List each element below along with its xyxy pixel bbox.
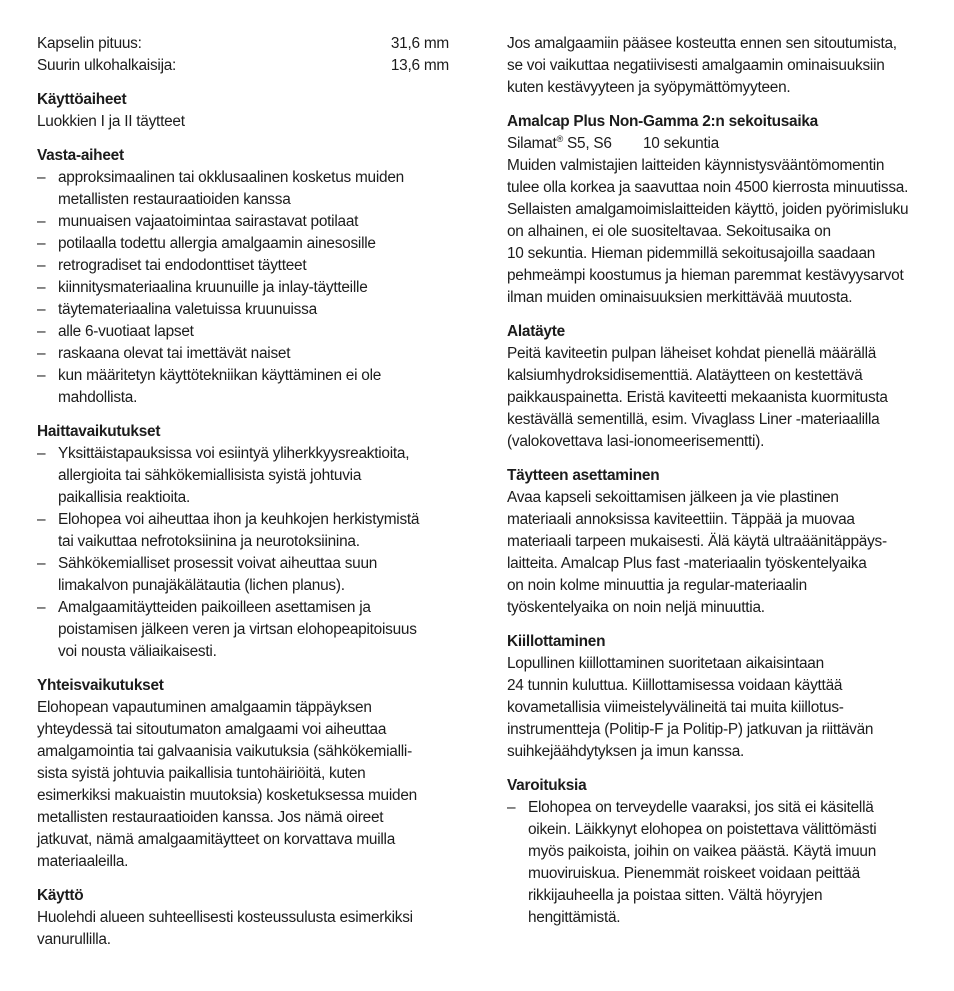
warnings-section bbox=[507, 775, 923, 929]
liner-section: Alatäyte Peitä kaviteetin pulpan läheiset kohdat pienellä määrällä kalsiumhydroksidisementtiä. Alatäytteen on kestettävä paikkauspainetta. Eristä kaviteetti mekaanista kuormitusta kestävällä sementillä, esim. Vivaglass Liner -materiaalilla (valokovettava lasi-ionomeerisementti). bbox=[507, 321, 923, 453]
left-column bbox=[37, 33, 449, 963]
list-item: – Elohopea voi aiheuttaa ihon ja keuhkojen herkistymistä tai vaikuttaa nefrotoksiinina ja neurotoksiinina. bbox=[37, 509, 449, 553]
section-heading: Kiillottaminen bbox=[507, 633, 606, 650]
section-heading: Täytteen asettaminen bbox=[507, 467, 660, 484]
moisture-note: Jos amalgaamiin pääsee kosteutta ennen sen sitoutumista, se voi vaikuttaa negatiivisesti amalgaamin ominaisuuksiin kuten kestävyyteen ja syöpymättömyyteen. bbox=[507, 35, 897, 96]
mixing-section: Amalcap Plus Non-Gamma 2:n sekoitusaika Silamat® S5, S6 10 sekuntia Muiden valmistajien laitteiden käynnistysvääntömomentin tulee olla korkea ja saavuttaa noin 4500 kierrosta minuutissa. Sellaisten amalgamoimislaitteiden käyttö, joiden pyörimisluku on alhainen, ei ole suositeltavaa. Sekoitusaika on 10 sekuntia. Hieman pidemmillä sekoitusajoilla saadaan pehmeämpi koostumus ja hieman paremmat kestävyysarvot ilman muiden ominaisuuksien merkittävää muutosta. bbox=[507, 111, 923, 309]
side-effects-section bbox=[37, 421, 449, 663]
list-item: – potilaalla todettu allergia amalgaamin ainesosille bbox=[37, 233, 449, 255]
device-models: S5, S6 bbox=[562, 135, 612, 152]
section-heading: Käyttö bbox=[37, 887, 84, 904]
placement-section: Täytteen asettaminen Avaa kapseli sekoittamisen jälkeen ja vie plastinen materiaali annoksissa kaviteettiin. Täppää ja muovaa materiaali tarpeen mukaisesti. Älä käytä ultraäänitäppäys- laitteita. Amalcap Plus fast -materiaalin työskentelyaika on noin kolme minuuttia ja regular-materiaalin työskentelyaika on noin neljä minuuttia. bbox=[507, 465, 923, 619]
indications-section bbox=[37, 89, 449, 133]
mixing-device-row bbox=[507, 133, 923, 155]
section-heading: Haittavaikutukset bbox=[37, 423, 161, 440]
list-item: – retrogradiset tai endodonttiset täytteet bbox=[37, 255, 449, 277]
section-text: Luokkien I ja II täytteet bbox=[37, 113, 185, 130]
capsule-specs bbox=[37, 33, 449, 77]
list-item: – alle 6-vuotiaat lapset bbox=[37, 321, 449, 343]
device-mixing-time: 10 sekuntia bbox=[643, 135, 719, 152]
dash-list bbox=[507, 797, 923, 929]
list-item: – Yksittäistapauksissa voi esiintyä yliherkkyysreaktioita, allergioita tai sähkökemiallisista syistä johtuvia paikallisia reaktioita. bbox=[37, 443, 449, 509]
section-heading: Vasta-aiheet bbox=[37, 147, 124, 164]
dash-list bbox=[37, 167, 449, 409]
dash-list bbox=[37, 443, 449, 663]
interactions-section: Yhteisvaikutukset Elohopean vapautuminen amalgaamin täppäyksen yhteydessä tai sitoutumaton amalgaami voi aiheuttaa amalgamointia tai galvaanisia vaikutuksia (sähkökemialli- sista syistä johtuvia paikallisia tuntohäiriöitä, kuten esimerkiksi makuaistin muutoksia) kosketuksessa muiden metallisten restauraatioiden kanssa. Jos nämä oireet jatkuvat, nämä amalgaamitäytteet on korvattava muilla materiaaleilla. bbox=[37, 675, 449, 873]
list-item: – kun määritetyn käyttötekniikan käyttäminen ei ole mahdollista. bbox=[37, 365, 449, 409]
spec-row-length bbox=[37, 33, 449, 55]
section-heading: Varoituksia bbox=[507, 777, 587, 794]
section-heading: Käyttöaiheet bbox=[37, 91, 127, 108]
spec-value: 31,6 mm bbox=[390, 35, 449, 52]
list-item: – Amalgaamitäytteiden paikoilleen asettamisen ja poistamisen jälkeen veren ja virtsan elohopeapitoisuus voi nousta väliaikaisesti. bbox=[37, 597, 449, 663]
right-column bbox=[507, 33, 923, 941]
list-item: – approksimaalinen tai okklusaalinen kosketus muiden metallisten restauraatioiden kanssa bbox=[37, 167, 449, 211]
device-name: Silamat bbox=[507, 135, 557, 152]
spec-row-diameter bbox=[37, 55, 449, 77]
spec-value: 13,6 mm bbox=[390, 57, 449, 74]
section-heading: Amalcap Plus Non-Gamma 2:n sekoitusaika bbox=[507, 113, 818, 130]
list-item: – täytemateriaalina valetuissa kruunuissa bbox=[37, 299, 449, 321]
list-item: – kiinnitysmateriaalina kruunuille ja inlay-täytteille bbox=[37, 277, 449, 299]
polishing-section: Kiillottaminen Lopullinen kiillottaminen suoritetaan aikaisintaan 24 tunnin kuluttua. Kiillottamisessa voidaan käyttää kovametallisia viimeistelyvälineitä tai muita kiillotus- instrumentteja (Politip-F ja Politip-P) jatkuvan ja riittävän suihkejäähdytyksen ja imun kanssa. bbox=[507, 631, 923, 763]
contraindications-section bbox=[37, 145, 449, 409]
list-item: – Elohopea on terveydelle vaaraksi, jos sitä ei käsitellä oikein. Läikkynyt elohopea on poistettava välittömästi myös paikoista, joihin on vaikea päästä. Käytä imuun muoviruiskua. Pienemmät roiskeet voidaan peittää rikkijauheella ja poistaa sitten. Vältä höyryjen hengittämistä. bbox=[507, 797, 923, 929]
registered-mark: ® bbox=[556, 133, 563, 144]
section-heading: Yhteisvaikutukset bbox=[37, 677, 164, 694]
list-item: – munuaisen vajaatoimintaa sairastavat potilaat bbox=[37, 211, 449, 233]
list-item: – raskaana olevat tai imettävät naiset bbox=[37, 343, 449, 365]
list-item: – Sähkökemialliset prosessit voivat aiheuttaa suun limakalvon punajäkälätautia (lichen planus). bbox=[37, 553, 449, 597]
spec-label: Suurin ulkohalkaisija: bbox=[37, 57, 177, 74]
section-heading: Alatäyte bbox=[507, 323, 565, 340]
spec-label: Kapselin pituus: bbox=[37, 35, 142, 52]
usage-section: Käyttö Huolehdi alueen suhteellisesti kosteussulusta esimerkiksi vanurullilla. bbox=[37, 885, 449, 951]
